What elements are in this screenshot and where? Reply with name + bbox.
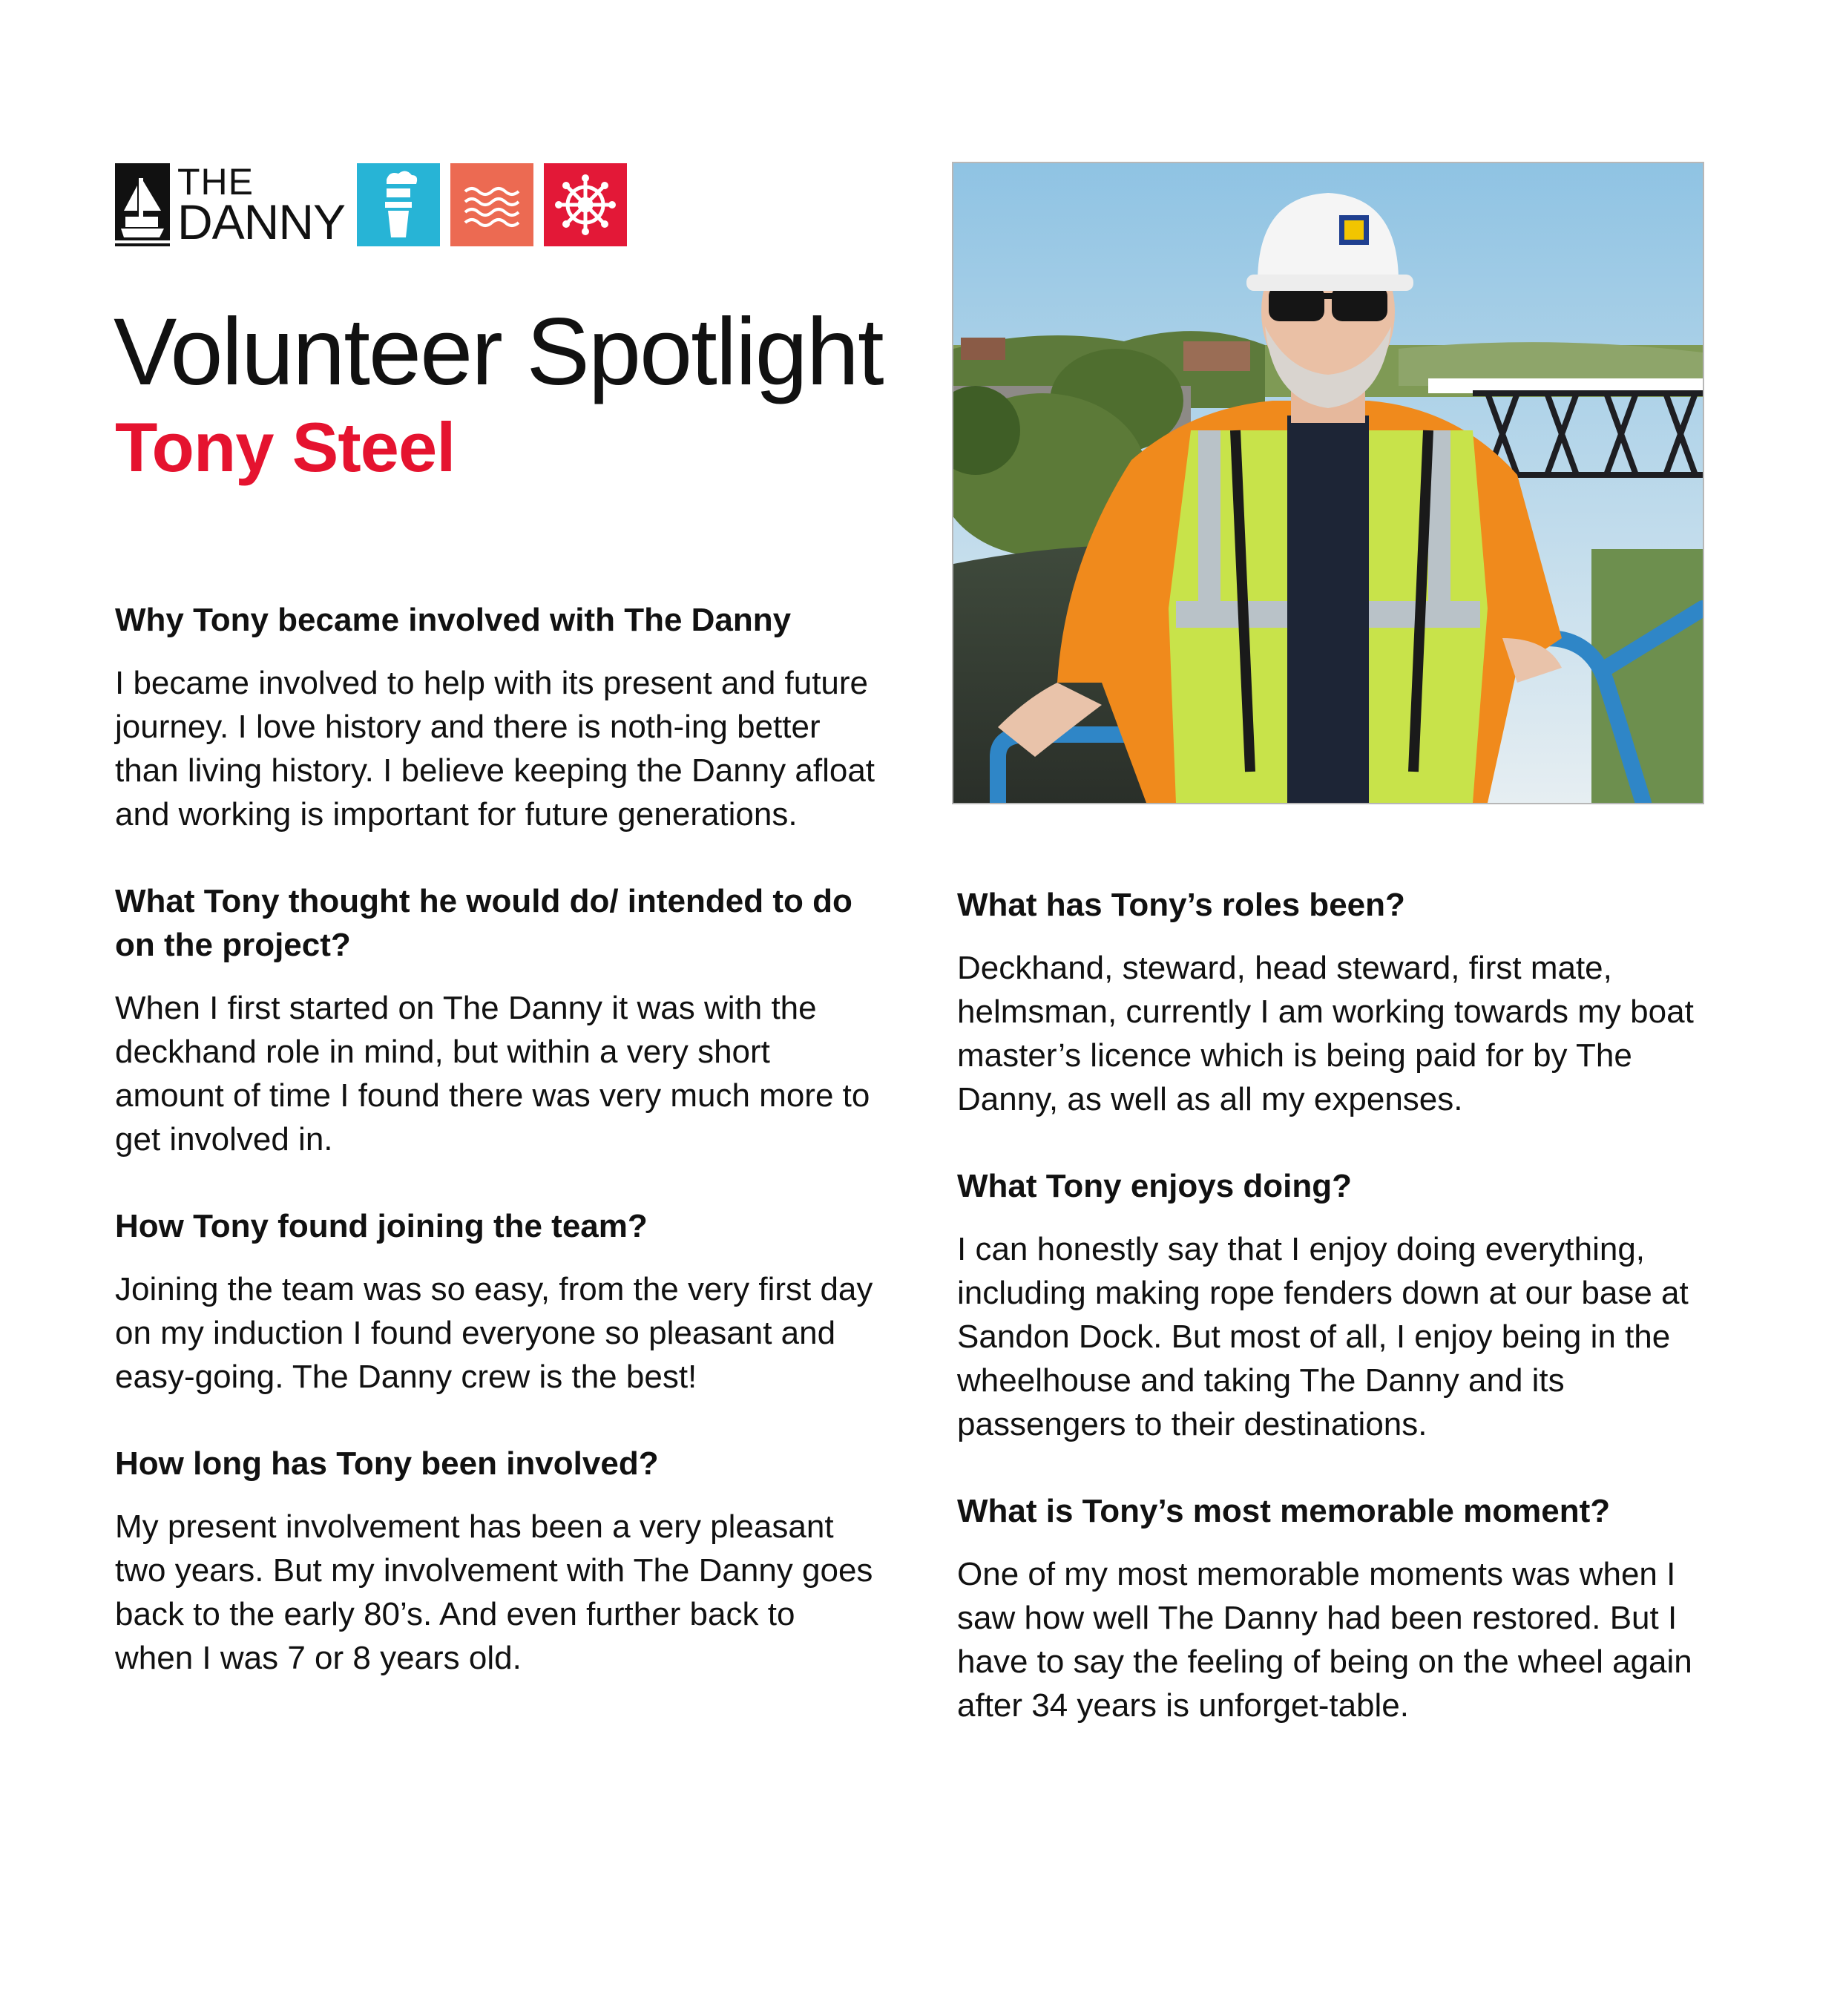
answer-intended-role: When I first started on The Danny it was with the deckhand role in mind, but within a very short amount of time I found there was very much more to get involved in. xyxy=(115,990,870,1158)
chimney-icon xyxy=(357,163,440,246)
question-joining-team: How Tony found joining the team? xyxy=(115,1208,648,1244)
answer-how-long: My present involvement has been a very pleasant two years. But my involvement with The Danny goes back to the early 80’s. And even further back to when I was 7 or 8 years old. xyxy=(115,1508,873,1676)
logo-text-danny: DANNY xyxy=(177,194,346,249)
volunteer-portrait-photo xyxy=(952,162,1704,804)
question-how-long: How long has Tony been involved? xyxy=(115,1445,659,1482)
logo-text-the: THE xyxy=(177,161,254,203)
answer-why-involved: I became involved to help with its present and future journey. I love history and there is noth-ing better than living history. I believe keeping the Danny afloat and working is important for future generations. xyxy=(115,665,875,833)
left-column xyxy=(115,598,879,1723)
question-memorable-moment: What is Tony’s most memorable moment? xyxy=(957,1493,1611,1529)
logo-wordmark xyxy=(115,161,346,249)
volunteer-name: Tony Steel xyxy=(115,408,456,486)
question-roles: What has Tony’s roles been? xyxy=(957,887,1405,923)
answer-memorable-moment: One of my most memorable moments was when I saw how well The Danny had been restored. But I have to say the feeling of being on the wheel again after 34 years is unforget-table. xyxy=(957,1556,1692,1724)
question-enjoys: What Tony enjoys doing? xyxy=(957,1168,1353,1204)
question-intended-role: What Tony thought he would do/ intended to do on the project? xyxy=(115,883,852,963)
ship-icon xyxy=(115,163,170,246)
ships-wheel-icon xyxy=(544,163,627,246)
question-why-involved: Why Tony became involved with The Danny xyxy=(115,602,792,638)
answer-joining-team: Joining the team was so easy, from the very first day on my induction I found everyone so pleasant and easy-going. The Danny crew is the best! xyxy=(115,1271,873,1395)
the-danny-logo xyxy=(115,161,627,249)
right-column xyxy=(957,883,1721,1770)
waves-icon xyxy=(450,163,533,246)
answer-roles: Deckhand, steward, head steward, first mate, helmsman, currently I am working towards my boat master’s licence which is being paid for by The Danny, as well as all my expenses. xyxy=(957,950,1694,1117)
page-title: Volunteer Spotlight xyxy=(114,299,883,405)
answer-enjoys: I can honestly say that I enjoy doing everything, including making rope fenders down at our base at Sandon Dock. But most of all, I enjoy being in the wheelhouse and taking The Danny and its passengers to their destinations. xyxy=(957,1231,1689,1442)
